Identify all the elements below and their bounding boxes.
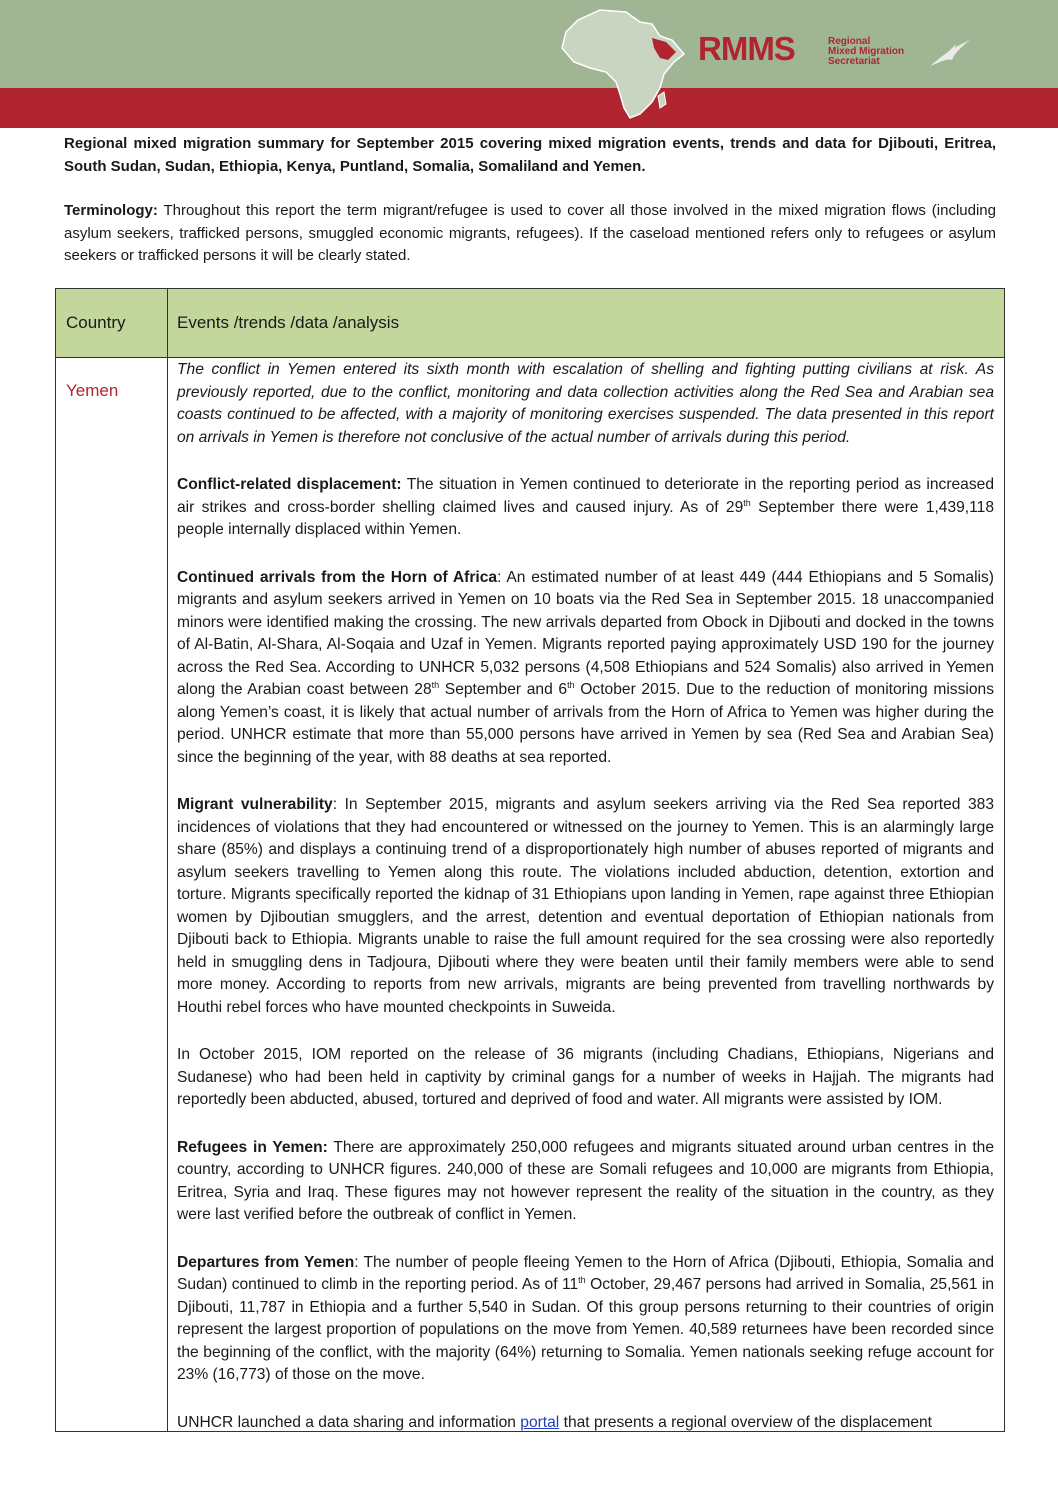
departures-paragraph [177,1252,994,1387]
logo-sub-line-1: Regional [828,36,871,47]
paragraph-heading: Migrant vulnerability [177,796,333,813]
superscript: th [578,1274,586,1285]
report-title: Regional mixed migration summary for September 2015 covering mixed migration events, trends and data for Djibouti, Eritrea, South Sudan, Sudan, Ethiopia, Kenya, Puntland, Somalia, Somaliland and Yemen. [64,135,996,175]
paragraph-text: The situation in Yemen continued to deteriorate in the reporting period as increased air strikes and cross-border shelling claimed lives and caused injury. As of 29 [177,476,994,516]
paragraph-text: October 2015. Due to the reduction of monitoring missions along Yemen’s coast, it is likely that actual number of arrivals from the Horn of Africa to Yemen was higher during the period. UNHCR estimate that more than 55,000 persons have arrived in Yemen by sea (Red Sea and Arabian Sea) since the beginning of the year, with 88 deaths at sea reported. [177,681,994,766]
superscript: th [567,679,575,690]
portal-link[interactable]: portal [520,1413,560,1431]
paragraph-text: UNHCR launched a data sharing and information [177,1413,521,1431]
paragraph-text: : The number of people fleeing Yemen to the Horn of Africa (Djibouti, Ethiopia, Somalia and Sudan) continued to climb in the reporting period. As of 11 [177,1253,994,1293]
logo-sub-line-3: Secretariat [828,56,880,67]
rmms-logo-subtitle [828,37,904,67]
superscript: th [743,497,751,508]
paragraph-text: September and 6 [439,681,568,698]
paragraph-text: : An estimated number of at least 449 (444 Ethiopians and 5 Somalis) migrants and asylum seekers arrived in Yemen on 10 boats via the Red Sea in September 2015. 18 unaccompanied minors were identified making the crossing. The new arrivals departed from Obock in Djibouti and docked in the towns of Al-Batin, Al-Shara, Al-Soqaia and Uzaf in Yemen. Migrants reported paying approximately USD 190 for the journey across the Red Sea. According to UNHCR 5,032 persons (4,508 Ethiopians and 524 Somalis) also arrived in Yemen along the Arabian coast between 28 [177,568,994,698]
terminology-note [64,200,996,268]
country-cell-yemen: Yemen [66,381,119,400]
events-cell-content [177,359,994,1459]
paragraph-text: that presents a regional overview of the displacement [559,1413,933,1431]
vulnerability-paragraph [177,794,994,1019]
arrivals-paragraph [177,567,994,770]
paragraph-heading: Conflict-related displacement: [177,476,402,493]
header-banner [0,0,1058,128]
conflict-displacement-paragraph [177,474,994,542]
column-header-country: Country [66,313,126,332]
paragraph-heading: Refugees in Yemen: [177,1138,328,1156]
africa-map-icon [548,2,708,128]
bird-logo-icon [926,36,974,72]
paragraph-text: : In September 2015, migrants and asylum seekers arriving via the Red Sea reported 383 incidences of violations that they had encountered or witnessed on the journey to Yemen. This is an alarmingly large share (85%) and displays a continuing trend of a disproportionately high number of abuses reported of migrants and asylum seekers travelling to Yemen along this route. The violations included abduction, detention, extortion and torture. Migrants specifically reported the kidnap of 31 Ethiopians upon landing in Yemen, rape against three Ethiopian women by Djiboutian smugglers, and the arrest, detention and eventual deportation of Ethiopian nationals from Djibouti back to Ethiopia. Migrants unable to raise the full amount required for the sea crossing were also reportedly held in smuggling dens in Tadjoura, Djibouti where they were beaten until their family members were able to send more money. According to reports from new arrivals, migrants are being prevented from travelling northwards by Houthi rebel forces who have mounted checkpoints in Suweida. [177,796,994,1016]
banner-red-band [0,88,1058,128]
paragraph-text: September there were 1,439,118 people internally displaced within Yemen. [177,498,995,538]
column-divider [167,289,168,1431]
refugees-paragraph [177,1137,994,1227]
paragraph-text: October, 29,467 persons had arrived in Somalia, 25,561 in Djibouti, 11,787 in Ethiopia and a further 5,540 in Sudan. Of this group persons returning to their countries of origin represent the largest proportion of populations on the move from Yemen. 40,589 returnees have been recorded since the beginning of the conflict, with the majority (64%) returning to Somalia. Yemen nationals seeking refuge account for 23% (16,773) of those on the move. [177,1276,994,1383]
logo-sub-line-2: Mixed Migration [828,46,905,57]
terminology-text: Throughout this report the term migrant/refugee is used to cover all those involved in the mixed migration flows (including asylum seekers, trafficked persons, smuggled economic migrants, refugees). If the caseload mentioned refers only to refugees or asylum seekers or trafficked persons it will be clearly stated. [64,202,996,264]
terminology-label: Terminology: [64,202,158,219]
intro-paragraph: The conflict in Yemen entered its sixth month with escalation of shelling and fighting putting civilians at risk. As previously reported, due to the conflict, monitoring and data collection activities along the Red Sea and Arabian sea coasts continued to be affected, with a majority of monitoring exercises suspended. The data presented in this report on arrivals in Yemen is therefore not conclusive of the actual number of arrivals during this period. [177,361,994,446]
paragraph-text: There are approximately 250,000 refugees and migrants situated around urban centres in the country, according to UNHCR figures. 240,000 of these are Somali refugees and 10,000 are migrants from Ethiopia, Eritrea, Syria and Iraq. These figures may not however represent the reality of the situation in the country, as they were last verified before the outbreak of conflict in Yemen. [177,1138,995,1223]
paragraph-heading: Continued arrivals from the Horn of Africa [177,568,498,586]
iom-release-paragraph: In October 2015, IOM reported on the release of 36 migrants (including Chadians, Ethiopians, Nigerians and Sudanese) who had been held in captivity by criminal gangs for a number of weeks in Hajjah. The migrants had reportedly been abducted, abused, tortured and deprived of food and water. All migrants were assisted by IOM. [177,1046,994,1108]
paragraph-heading: Departures from Yemen [177,1253,355,1271]
rmms-logo: RMMS [698,30,795,67]
column-header-events: Events /trends /data /analysis [177,313,400,332]
unhcr-portal-paragraph [177,1412,994,1435]
superscript: th [431,679,440,690]
